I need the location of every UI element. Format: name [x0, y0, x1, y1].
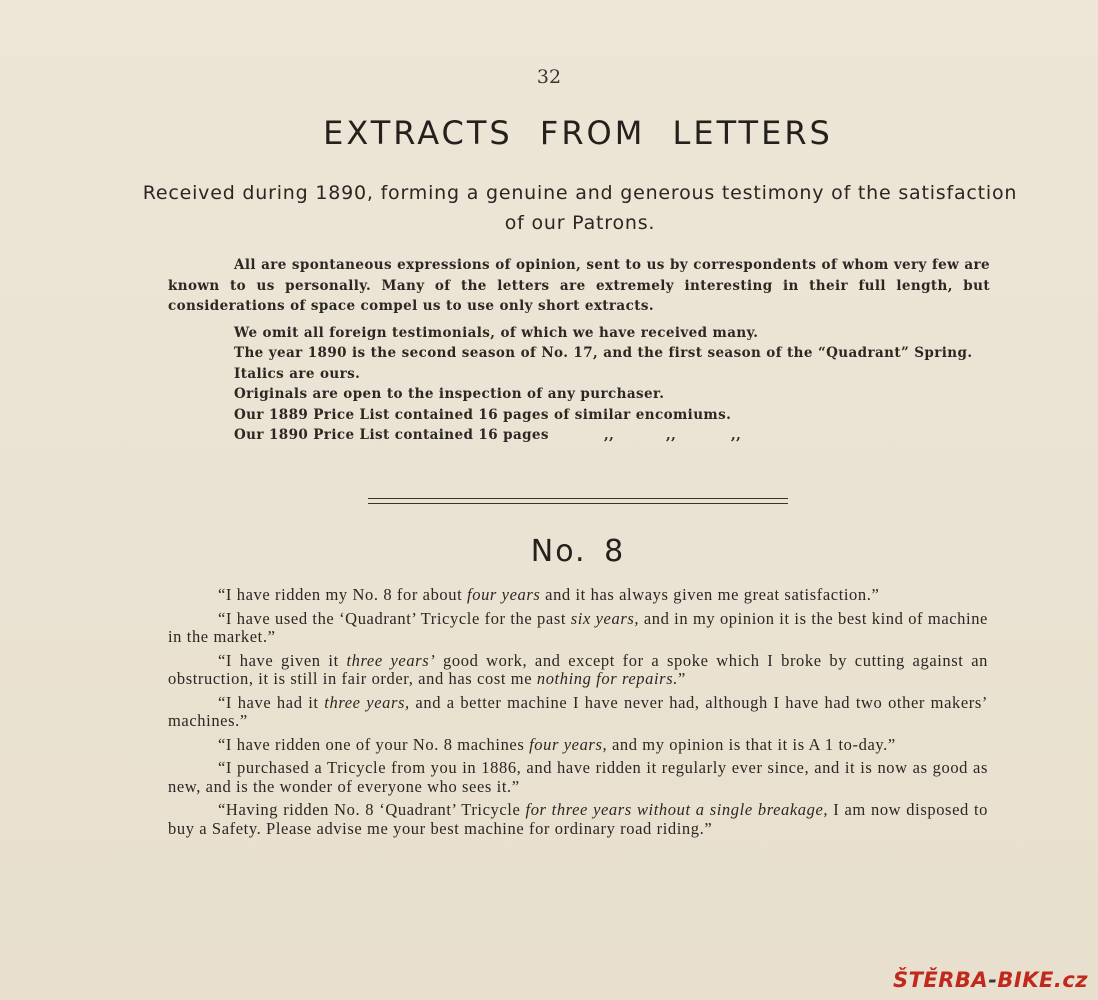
ditto-mark: ,,	[666, 427, 677, 443]
testimonial-quote: “I have used the ‘Quadrant’ Tricycle for the past six years, and in my opinion it is the best kind of machine in the market.”	[168, 608, 988, 646]
intro-paragraph: All are spontaneous expressions of opinion, sent to us by correspondents of whom very few are known to us personally. Many of the letters are extremely interesting in their full length, but considerations of space compel us to use only short extracts.	[168, 257, 990, 314]
intro-paragraph: Originals are open to the inspection of any purchaser.	[234, 386, 665, 402]
ditto-mark: ,,	[604, 427, 615, 443]
page-number: 32	[536, 66, 562, 88]
intro-paragraph: Our 1889 Price List contained 16 pages of similar encomiums.	[234, 406, 732, 423]
site-watermark-logo: ŠTĚRBA-BIKE.cz	[892, 968, 1088, 992]
intro-paragraph: Our 1890 Price List contained 16 pages	[234, 427, 549, 443]
testimonial-list	[168, 586, 988, 843]
ditto-mark: ,,	[731, 427, 742, 443]
testimonial-quote: “Having ridden No. 8 ‘Quadrant’ Tricycle for three years without a single breakage, I am now disposed to buy a Safety. Please advise me your best machine for ordinary road riding.”	[168, 800, 988, 838]
intro-paragraph: Italics are ours.	[234, 365, 361, 382]
page-subtitle: Received during 1890, forming a genuine and generous testimony of the satisfaction of our Patrons.	[142, 182, 1018, 234]
testimonial-quote: “I have given it three years’ good work, and except for a spoke which I broke by cutting against an obstruction, it is still in fair order, and has cost me nothing for repairs.”	[168, 650, 988, 688]
page-title: EXTRACTS FROM LETTERS	[323, 114, 833, 152]
intro-paragraph: We omit all foreign testimonials, of which we have received many.	[234, 324, 759, 341]
double-rule-divider	[368, 498, 788, 504]
testimonial-quote: “I purchased a Tricycle from you in 1886, and have ridden it regularly ever since, and it is now as good as new, and is the wonder of everyone who sees it.”	[168, 758, 988, 796]
testimonial-quote: “I have ridden my No. 8 for about four years and it has always given me great satisfaction.”	[218, 585, 880, 604]
intro-paragraph-ditto	[168, 425, 990, 446]
testimonial-quote: “I have ridden one of your No. 8 machines four years, and my opinion is that it is A 1 to-day.”	[218, 734, 896, 754]
intro-paragraph: The year 1890 is the second season of No. 17, and the first season of the “Quadrant” Spring.	[234, 345, 973, 361]
section-heading: No. 8	[530, 534, 626, 569]
testimonial-quote: “I have had it three years, and a better machine I have never had, although I have had two other makers’ machines.”	[168, 692, 988, 730]
intro-notes	[168, 255, 990, 446]
